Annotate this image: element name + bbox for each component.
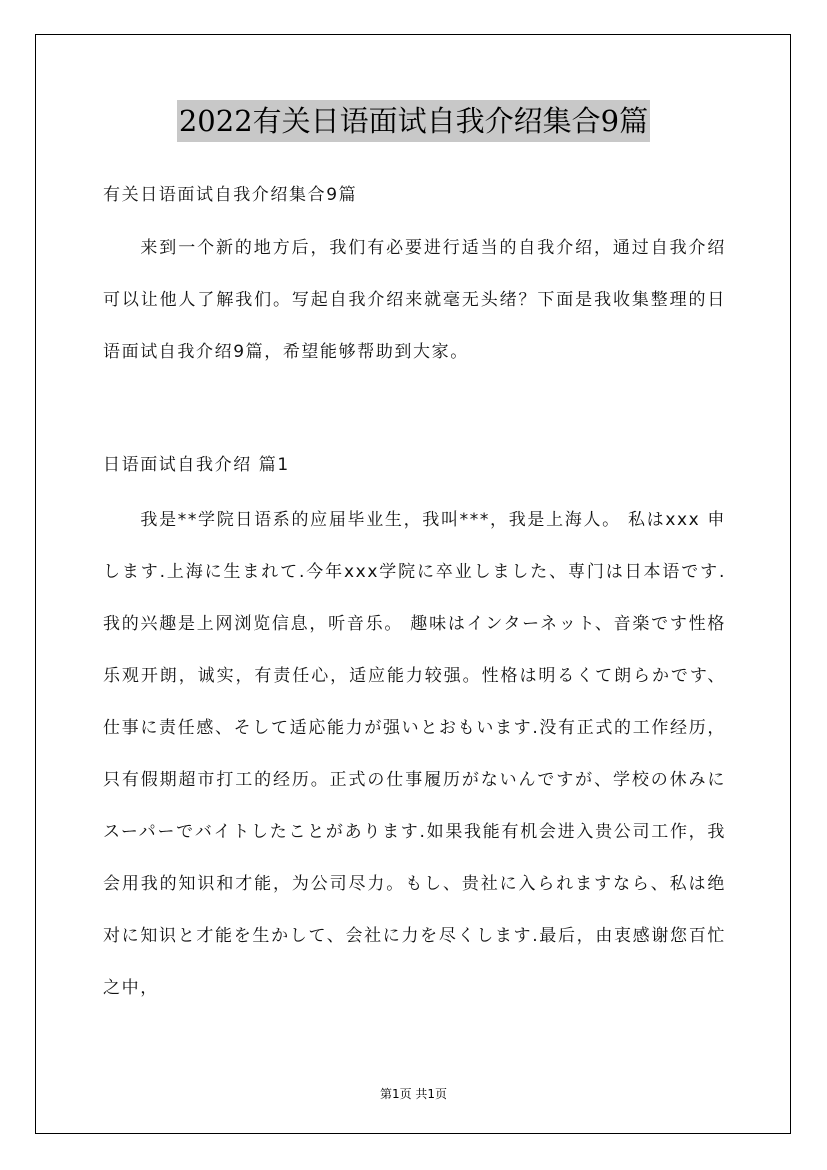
- section-heading: 日语面试自我介绍 篇1: [103, 455, 290, 475]
- page-footer: 第1页 共1页: [379, 1087, 448, 1101]
- section-paragraph: 我是**学院日语系的应届毕业生，我叫***，我是上海人。 私はxxx 申します.上海に生まれて.今年xxx学院に卒业しました、専门は日本语です.我的兴趣是上网浏览信息，听音乐。 趣味はインターネット、音楽です性格乐观开朗，诚实，有责任心，适应能力较强。性格は明るくて朗らかです、仕事に责任感、そして适応能力が强いとおもいます.没有正式的工作经历，只有假期超市打工的经历。正式の仕事履历がないんですが、学校の休みにスーパーでバイトしたことがあります.如果我能有机会进入贵公司工作，我会用我的知识和才能，为公司尽力。もし、贵社に入られますなら、私は绝对に知识と才能を生かして、会社に力を尽くします.最后，由衷感谢您百忙之中，: [103, 510, 726, 998]
- document-subtitle: 有关日语面试自我介绍集合9篇: [103, 185, 358, 205]
- title-container: [0, 100, 827, 142]
- intro-paragraph: 来到一个新的地方后，我们有必要进行适当的自我介绍，通过自我介绍可以让他人了解我们。写起自我介绍来就毫无头绪？下面是我收集整理的日语面试自我介绍9篇，希望能够帮助到大家。: [103, 238, 726, 362]
- document-title: 2022有关日语面试自我介绍集合9篇: [177, 100, 650, 142]
